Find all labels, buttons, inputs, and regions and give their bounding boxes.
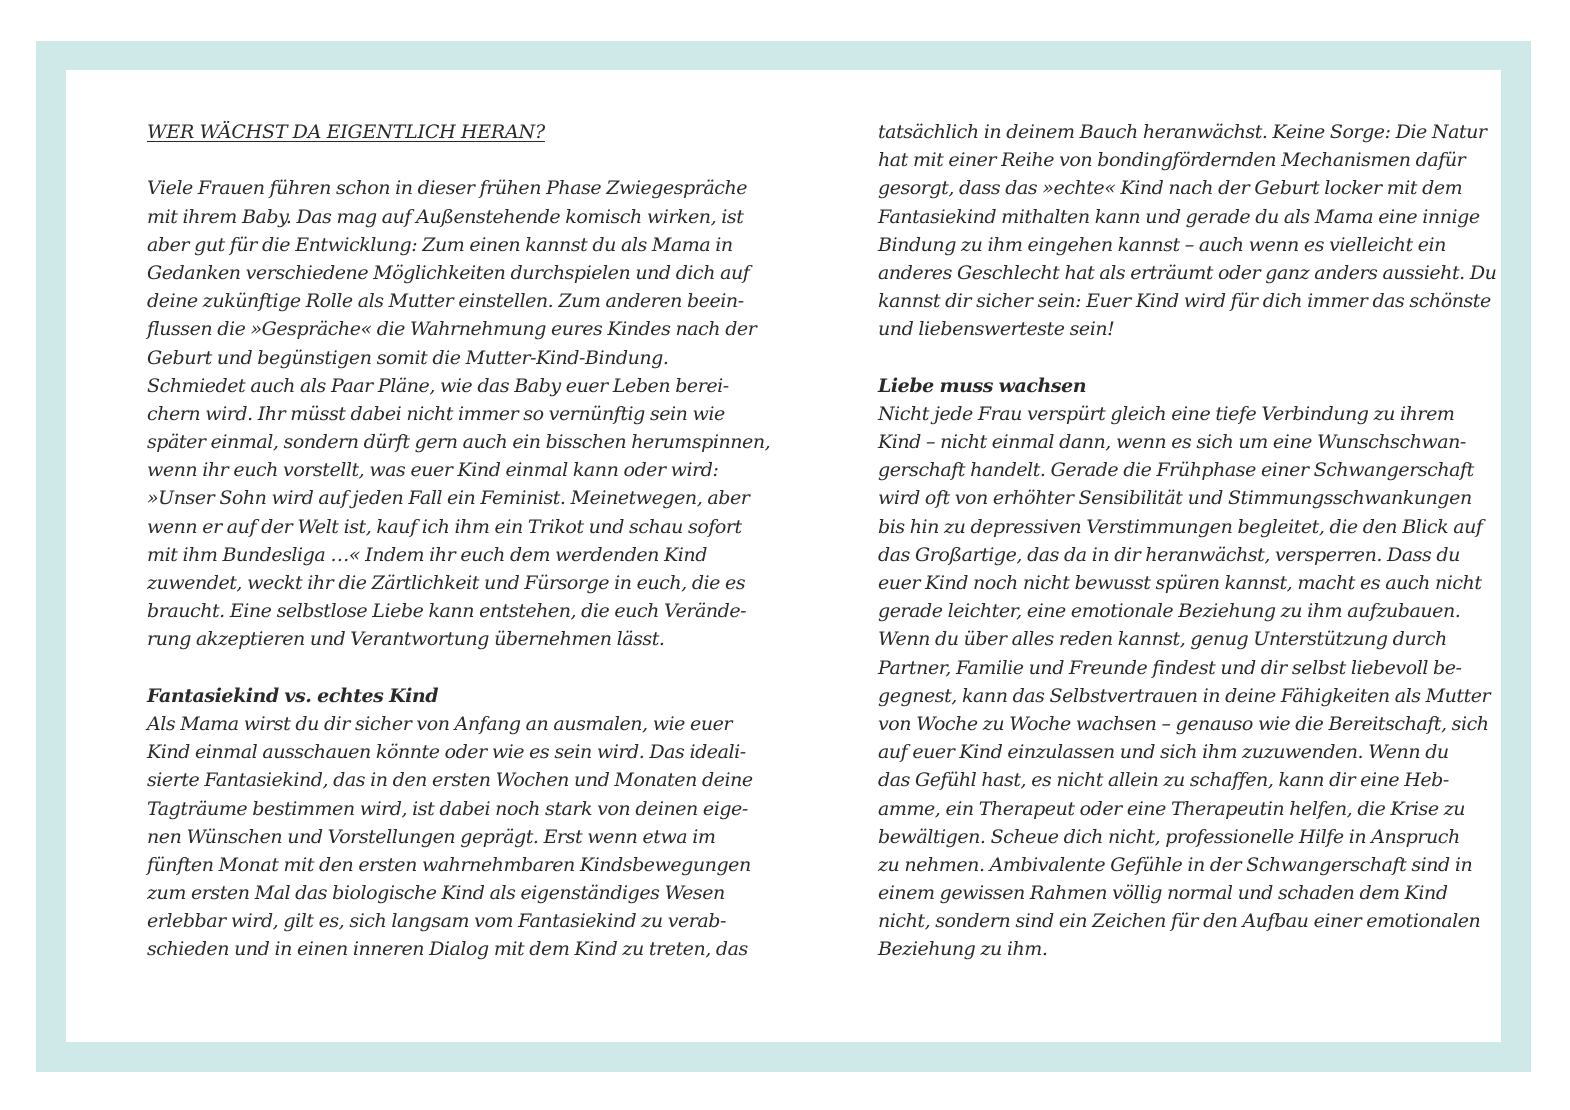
paragraph-liebe-muss-wachsen xyxy=(878,400,1491,964)
text-line: chern wird. Ihr müsst dabei nicht immer so vernünftig sein wie xyxy=(147,402,725,425)
spacer xyxy=(878,344,1438,372)
text-line: »Unser Sohn wird auf jeden Fall ein Feminist. Meinetwegen, aber xyxy=(147,487,750,510)
text-line: kannst dir sicher sein: Euer Kind wird für dich immer das schönste xyxy=(878,290,1491,313)
text-line: euer Kind noch nicht bewusst spüren kannst, macht es auch nicht xyxy=(878,572,1482,594)
text-line: Partner, Familie und Freunde findest und dir selbst liebevoll be- xyxy=(878,656,1462,679)
text-line: wenn er auf der Welt ist, kauf ich ihm ein Trikot und schau sofort xyxy=(147,515,742,538)
text-line: von Woche zu Woche wachsen – genauso wie die Bereitschaft, sich xyxy=(878,712,1489,735)
text-line: rung akzeptieren und Verantwortung übernehmen lässt. xyxy=(147,628,665,651)
text-line: Gedanken verschiedene Möglichkeiten durchspielen und dich auf xyxy=(147,261,750,284)
text-line: zu nehmen. Ambivalente Gefühle in der Schwangerschaft sind in xyxy=(878,853,1473,876)
subheading-fantasiekind: Fantasiekind vs. echtes Kind xyxy=(147,684,439,707)
text-line: amme, ein Therapeut oder eine Therapeutin helfen, die Krise zu xyxy=(878,797,1466,820)
text-line: zuwendet, weckt ihr die Zärtlichkeit und Fürsorge in euch, die es xyxy=(147,572,746,594)
paragraph-continuation xyxy=(878,118,1497,344)
text-line: Geburt und begünstigen somit die Mutter-Kind-Bindung. xyxy=(147,346,669,369)
text-line: sierte Fantasiekind, das in den ersten Wochen und Monaten deine xyxy=(147,769,753,792)
text-line: deine zukünftige Rolle als Mutter einstellen. Zum anderen beein- xyxy=(147,290,744,313)
text-line: Bindung zu ihm eingehen kannst – auch wenn es vielleicht ein xyxy=(878,233,1446,256)
text-line: braucht. Eine selbstlose Liebe kann entstehen, die euch Verände- xyxy=(147,600,747,623)
text-line: gerade leichter, eine emotionale Beziehung zu ihm aufzubauen. xyxy=(878,600,1461,623)
text-line: tatsächlich in deinem Bauch heranwächst. Keine Sorge: Die Natur xyxy=(878,121,1487,143)
spacer xyxy=(147,146,707,174)
text-line: gegnest, kann das Selbstvertrauen in deine Fähigkeiten als Mutter xyxy=(878,684,1491,707)
text-line: Tagträume bestimmen wird, ist dabei noch stark von deinen eige- xyxy=(147,797,748,820)
paragraph-zwiegespraeche xyxy=(147,174,771,653)
text-line: auf euer Kind einzulassen und sich ihm zuzuwenden. Wenn du xyxy=(878,741,1449,764)
text-line: das Gefühl hast, es nicht allein zu schaffen, kann dir eine Heb- xyxy=(878,769,1449,792)
text-line: flussen die »Gespräche« die Wahrnehmung eures Kindes nach der xyxy=(147,318,757,341)
text-line: Kind einmal ausschauen könnte oder wie es sein wird. Das ideali- xyxy=(147,741,746,764)
text-line: aber gut für die Entwicklung: Zum einen kannst du als Mama in xyxy=(147,233,733,256)
paragraph-fantasiekind xyxy=(147,710,753,964)
text-line: gesorgt, dass das »echte« Kind nach der Geburt locker mit dem xyxy=(878,177,1463,200)
text-line: hat mit einer Reihe von bondingfördernden Mechanismen dafür xyxy=(878,149,1466,172)
text-line: schieden und in einen inneren Dialog mit dem Kind zu treten, das xyxy=(147,938,748,961)
text-line: fünften Monat mit den ersten wahrnehmbaren Kindsbewegungen xyxy=(147,853,751,876)
text-line: Wenn du über alles reden kannst, genug Unterstützung durch xyxy=(878,628,1447,651)
left-column xyxy=(147,118,771,964)
text-line: Schmiedet auch als Paar Pläne, wie das Baby euer Leben berei- xyxy=(147,374,729,397)
text-line: Kind – nicht einmal dann, wenn es sich um eine Wunschschwan- xyxy=(878,431,1466,454)
text-line: nicht, sondern sind ein Zeichen für den Aufbau einer emotionalen xyxy=(878,910,1481,933)
text-line: das Großartige, das da in dir heranwächst, versperren. Dass du xyxy=(878,543,1460,566)
text-line: Beziehung zu ihm. xyxy=(878,938,1048,961)
text-line: bewältigen. Scheue dich nicht, professionelle Hilfe in Anspruch xyxy=(878,825,1460,848)
text-line: anderes Geschlecht hat als erträumt oder ganz anders aussieht. Du xyxy=(878,261,1497,284)
text-line: mit ihm Bundesliga …« Indem ihr euch dem werdenden Kind xyxy=(147,543,707,566)
text-line: einem gewissen Rahmen völlig normal und schaden dem Kind xyxy=(878,882,1448,905)
text-line: wenn ihr euch vorstellt, was euer Kind einmal kann oder wird: xyxy=(147,459,719,482)
text-line: Fantasiekind mithalten kann und gerade du als Mama eine innige xyxy=(878,205,1480,228)
text-line: wird oft von erhöhter Sensibilität und Stimmungsschwankungen xyxy=(878,487,1472,510)
text-line: Nicht jede Frau verspürt gleich eine tiefe Verbindung zu ihrem xyxy=(878,402,1455,425)
text-line: zum ersten Mal das biologische Kind als eigenständiges Wesen xyxy=(147,882,725,905)
text-line: nen Wünschen und Vorstellungen geprägt. Erst wenn etwa im xyxy=(147,825,716,848)
section-heading: WER WÄCHST DA EIGENTLICH HERAN? xyxy=(147,121,545,143)
text-line: und liebenswerteste sein! xyxy=(878,318,1115,341)
text-line: bis hin zu depressiven Verstimmungen begleitet, die den Blick auf xyxy=(878,515,1483,538)
text-line: erlebbar wird, gilt es, sich langsam vom Fantasiekind zu verab- xyxy=(147,910,726,933)
text-line: Viele Frauen führen schon in dieser frühen Phase Zwiegespräche xyxy=(147,177,748,200)
text-line: später einmal, sondern dürft gern auch ein bisschen herumspinnen, xyxy=(147,431,771,454)
subheading-liebe-muss-wachsen: Liebe muss wachsen xyxy=(878,374,1087,397)
text-line: gerschaft handelt. Gerade die Frühphase einer Schwangerschaft xyxy=(878,459,1474,482)
spacer xyxy=(147,654,707,682)
right-column xyxy=(878,118,1497,964)
text-line: Als Mama wirst du dir sicher von Anfang an ausmalen, wie euer xyxy=(147,712,733,735)
text-line: mit ihrem Baby. Das mag auf Außenstehende komisch wirken, ist xyxy=(147,205,744,228)
